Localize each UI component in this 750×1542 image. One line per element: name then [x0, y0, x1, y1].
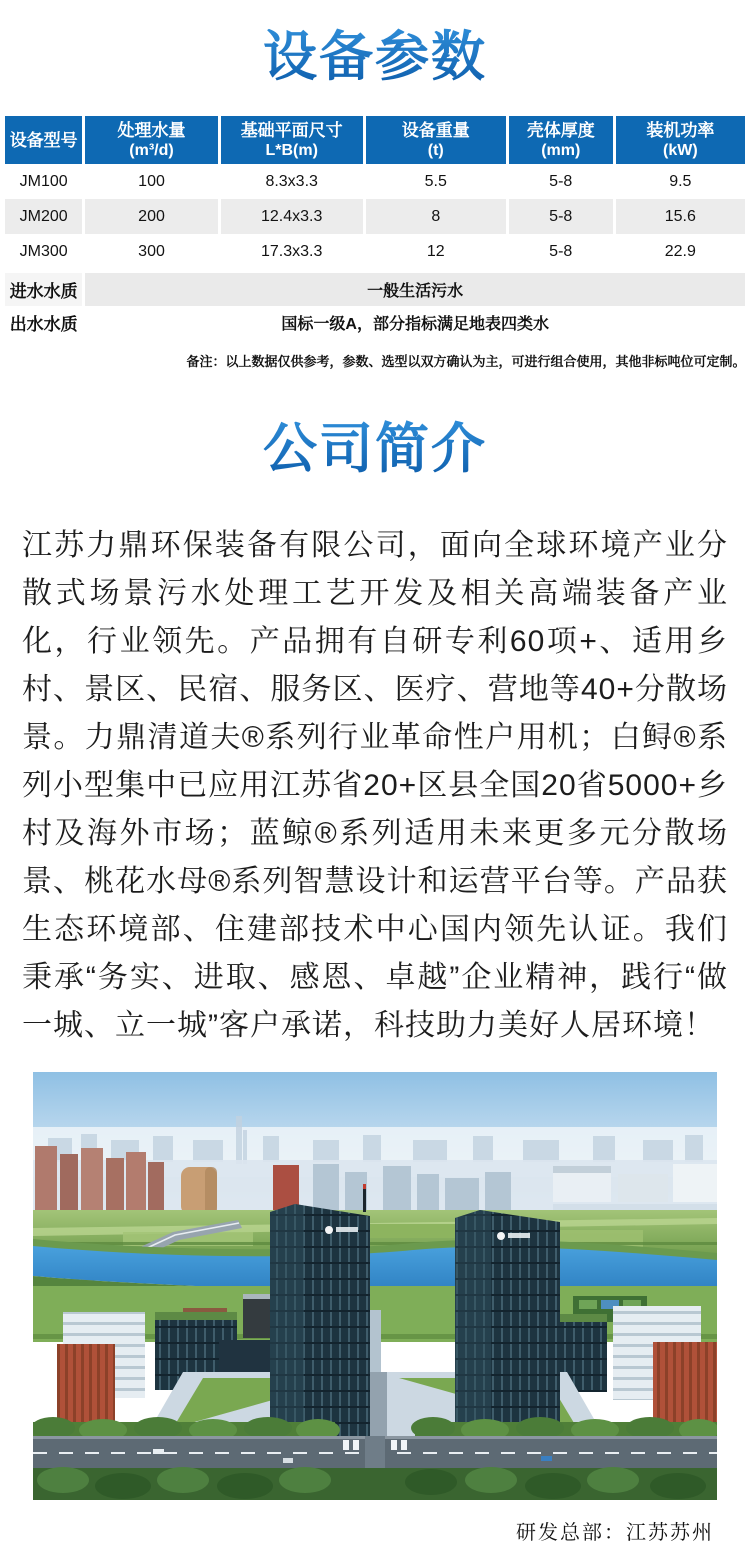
- cell-model: JM200: [5, 199, 82, 234]
- cell-shell-thickness: 5-8: [509, 234, 613, 269]
- campus-aerial-illustration: [33, 1072, 717, 1500]
- header-cell-weight: 设备重量 (t): [366, 116, 506, 164]
- cell-capacity: 300: [85, 234, 217, 269]
- campus-aerial-photo: [33, 1072, 717, 1500]
- inlet-label: 进水水质: [5, 273, 82, 306]
- cell-power: 9.5: [616, 164, 745, 199]
- cell-footprint: 17.3x3.3: [221, 234, 363, 269]
- header-cell-model: 设备型号: [5, 116, 82, 164]
- header-cell-footprint: 基础平面尺寸 L*B(m): [221, 116, 363, 164]
- table-footnote: 备注：以上数据仅供参考，参数、选型以双方确认为主，可进行组合使用，其他非标吨位可定制。: [186, 354, 746, 369]
- equipment-spec-table: [5, 116, 745, 338]
- header-cell-capacity: 处理水量 (m³/d): [85, 116, 217, 164]
- header-cell-power: 装机功率 (kW): [616, 116, 745, 164]
- cell-model: JM100: [5, 164, 82, 199]
- table-row-jm300: [5, 234, 745, 269]
- cell-capacity: 100: [85, 164, 217, 199]
- cell-shell-thickness: 5-8: [509, 164, 613, 199]
- cell-power: 15.6: [616, 199, 745, 234]
- cell-weight: 8: [366, 199, 506, 234]
- cell-shell-thickness: 5-8: [509, 199, 613, 234]
- cell-model: JM300: [5, 234, 82, 269]
- table-row-jm200: [5, 199, 745, 234]
- spec-table-header-row: [5, 116, 745, 164]
- company-intro-paragraph: 江苏力鼎环保装备有限公司，面向全球环境产业分散式场景污水处理工艺开发及相关高端装备产业化，行业领先。产品拥有自研专利60项+、适用乡村、景区、民宿、服务区、医疗、营地等40+分散场景。力鼎清道夫®系列行业革命性户用机；白鲟®系列小型集中已应用江苏省20+区县全国20省5000+乡村及海外市场；蓝鲸®系列适用未来更多元分散场景、桃花水母®系列智慧设计和运营平台等。产品获生态环境部、住建部技术中心国内领先认证。我们秉承“务实、进取、感恩、卓越”企业精神，践行“做一城、立一城”客户承诺，科技助力美好人居环境！: [22, 529, 728, 1042]
- header-cell-shell-thickness: 壳体厚度 (mm): [509, 116, 613, 164]
- inlet-value: 一般生活污水: [85, 273, 745, 306]
- cell-weight: 5.5: [366, 164, 506, 199]
- rd-headquarters-text: 研发总部：江苏苏州: [516, 1522, 714, 1542]
- section-title-equipment-params: 设备参数: [263, 27, 487, 87]
- outlet-label: 出水水质: [5, 306, 82, 338]
- outlet-value: 国标一级A，部分指标满足地表四类水: [85, 306, 745, 338]
- cell-footprint: 12.4x3.3: [221, 199, 363, 234]
- cell-weight: 12: [366, 234, 506, 269]
- section-title-company-intro: 公司简介: [263, 419, 487, 479]
- bottom-tree-band: [33, 1467, 717, 1500]
- outlet-water-quality-row: [5, 306, 745, 338]
- table-row-jm100: [5, 164, 745, 199]
- inlet-water-quality-row: [5, 273, 745, 306]
- cell-capacity: 200: [85, 199, 217, 234]
- cell-power: 22.9: [616, 234, 745, 269]
- cell-footprint: 8.3x3.3: [221, 164, 363, 199]
